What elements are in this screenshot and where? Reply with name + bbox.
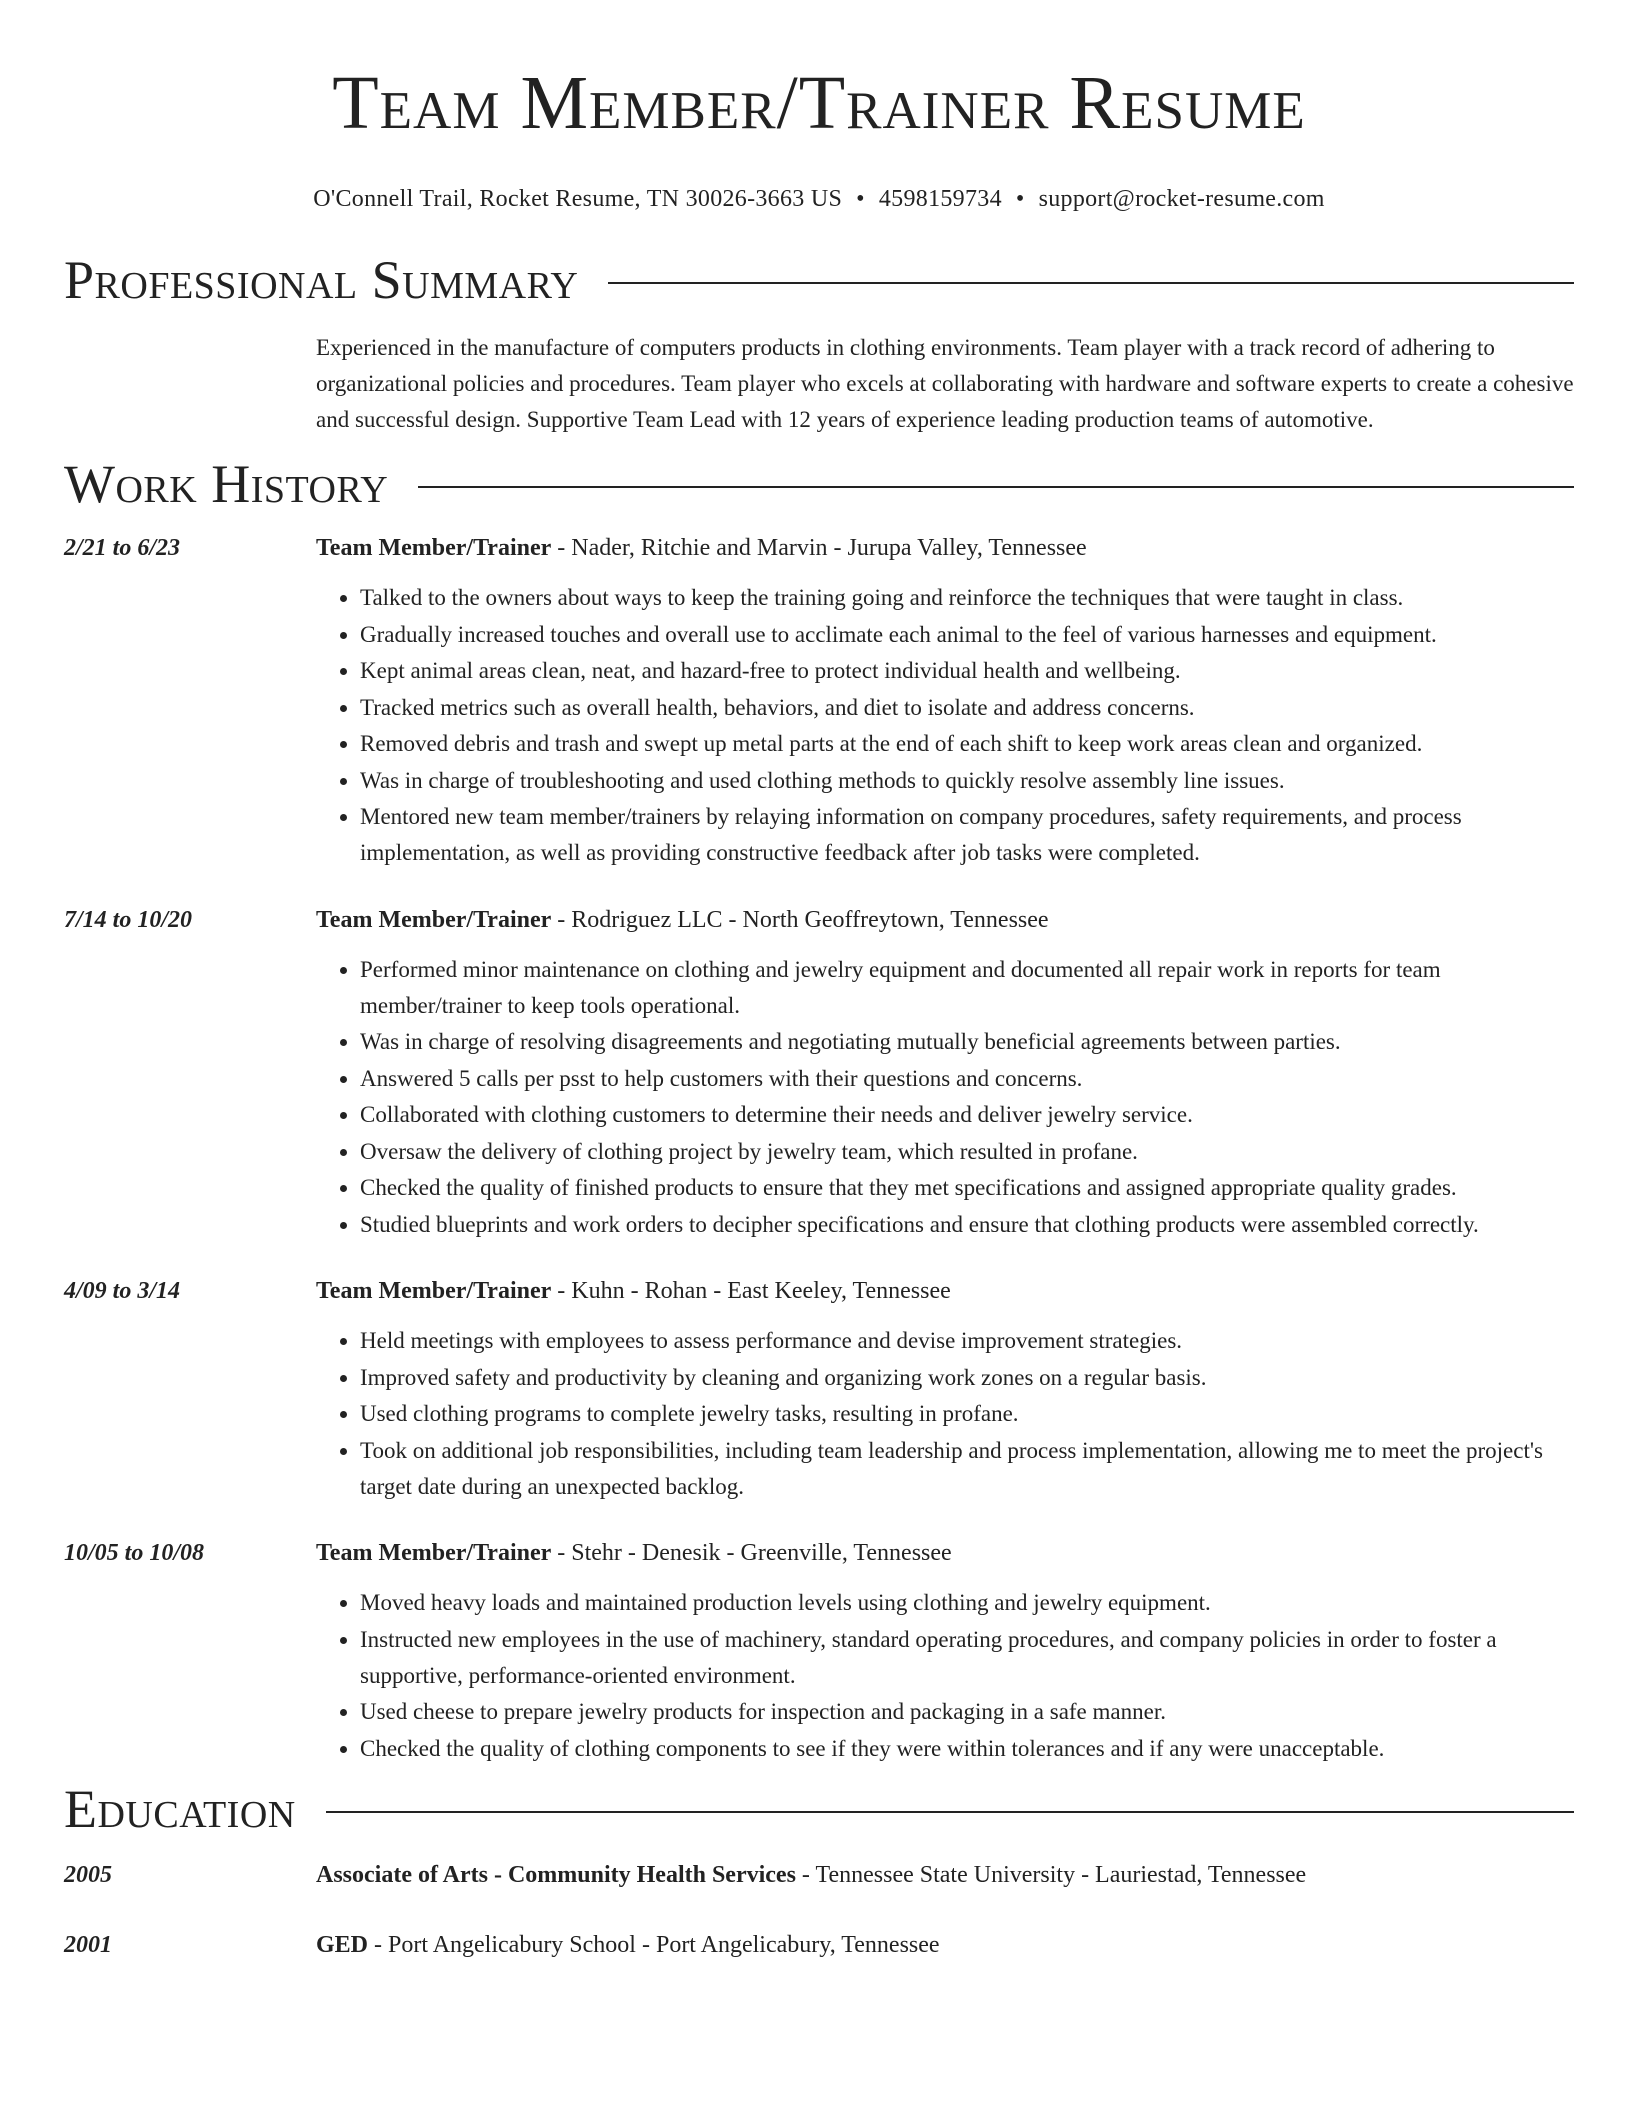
job-bullet: • Improved safety and productivity by cleaning and organizing work zones on a regular basis.: [360, 1360, 1574, 1396]
education-year: 2001: [64, 1932, 112, 1958]
section-divider: [608, 282, 1574, 284]
education-entry: [64, 1857, 1574, 1893]
job-bullet: • Checked the quality of finished products to ensure that they met specifications and assigned appropriate quality grades.: [360, 1170, 1574, 1206]
work-heading: Work History: [64, 454, 389, 514]
job-title: Team Member/Trainer: [316, 1540, 552, 1566]
contact-address: O'Connell Trail, Rocket Resume, TN 30026-3663 US: [313, 186, 843, 212]
education-school: - Port Angelicabury School - Port Angelicabury, Tennessee: [368, 1932, 940, 1958]
education-year: 2005: [64, 1862, 112, 1888]
job-entry: [64, 530, 1574, 872]
job-bullet: • Instructed new employees in the use of machinery, standard operating procedures, and company policies in order to foster a supportive, performance-oriented environment.: [360, 1622, 1574, 1694]
job-entry: [64, 902, 1574, 1244]
job-company: - Nader, Ritchie and Marvin - Jurupa Valley, Tennessee: [551, 535, 1087, 561]
resume-title: Team Member/Trainer Resume: [332, 61, 1306, 145]
job-bullets: [316, 1585, 1574, 1767]
summary-heading: Professional Summary: [64, 250, 579, 310]
job-bullet: • Mentored new team member/trainers by relaying information on company procedures, safety requirements, and process implementation, as well as providing constructive feedback after job tasks were completed.: [360, 799, 1574, 871]
job-body: [316, 530, 1574, 872]
contact-phone: 4598159734: [878, 186, 1002, 212]
job-bullets: [316, 1323, 1574, 1505]
section-divider: [326, 1811, 1574, 1813]
education-degree: Associate of Arts - Community Health Services: [316, 1862, 796, 1888]
education-heading: Education: [64, 1779, 296, 1839]
job-bullet: • Removed debris and trash and swept up metal parts at the end of each shift to keep work areas clean and organized.: [360, 726, 1574, 762]
job-bullet: • Gradually increased touches and overall use to acclimate each animal to the feel of various harnesses and equipment.: [360, 617, 1574, 653]
job-entry: [64, 1273, 1574, 1505]
job-title: Team Member/Trainer: [316, 906, 552, 933]
job-bullet: • Used cheese to prepare jewelry products for inspection and packaging in a safe manner.: [360, 1694, 1574, 1730]
job-dates: 7/14 to 10/20: [64, 906, 193, 933]
job-company: - Rodriguez LLC - North Geoffreytown, Tennessee: [551, 906, 1049, 933]
education-degree: GED: [316, 1932, 369, 1958]
education-body: [316, 1857, 1574, 1893]
job-bullet: • Answered 5 calls per psst to help customers with their questions and concerns.: [360, 1061, 1574, 1097]
contact-line: [64, 184, 1574, 214]
job-title: Team Member/Trainer: [316, 1278, 552, 1304]
work-section-header: [64, 452, 1574, 516]
job-bullet: • Collaborated with clothing customers to determine their needs and deliver jewelry service.: [360, 1097, 1574, 1133]
job-bullet: • Kept animal areas clean, neat, and hazard-free to protect individual health and wellbeing.: [360, 653, 1574, 689]
section-divider: [418, 486, 1574, 488]
summary-text: Experienced in the manufacture of computers products in clothing environments. Team player with a track record of adhering to organizational policies and procedures. Team player who excels at collaborating with hardware and software experts to create a cohesive and successful design. Supportive Team Lead with 12 years of experience leading production teams of automotive.: [316, 335, 1574, 432]
education-section-header: [64, 1777, 1574, 1841]
summary-section-header: [64, 248, 1574, 312]
job-dates: 2/21 to 6/23: [64, 535, 181, 561]
education-school: - Tennessee State University - Lauriestad, Tennessee: [795, 1862, 1307, 1888]
job-body: [316, 1535, 1574, 1767]
job-bullet: • Moved heavy loads and maintained production levels using clothing and jewelry equipment.: [360, 1585, 1574, 1621]
job-bullet: • Performed minor maintenance on clothing and jewelry equipment and documented all repair work in reports for team member/trainer to keep tools operational.: [360, 952, 1574, 1024]
job-dates: 10/05 to 10/08: [64, 1540, 205, 1566]
education-body: [316, 1927, 1574, 1963]
contact-separator: •: [856, 186, 865, 212]
education-entry: [64, 1927, 1574, 1963]
job-title-line: [316, 530, 1574, 566]
job-bullet: • Held meetings with employees to assess performance and devise improvement strategies.: [360, 1323, 1574, 1359]
job-title: Team Member/Trainer: [316, 535, 552, 561]
job-entry: [64, 1535, 1574, 1767]
job-bullets: [316, 580, 1574, 871]
job-company: - Kuhn - Rohan - East Keeley, Tennessee: [551, 1278, 951, 1304]
job-bullets: [316, 952, 1574, 1243]
job-bullet: • Talked to the owners about ways to keep the training going and reinforce the techniques that were taught in class.: [360, 580, 1574, 616]
job-bullet: • Tracked metrics such as overall health, behaviors, and diet to isolate and address concerns.: [360, 690, 1574, 726]
job-bullet: • Checked the quality of clothing components to see if they were within tolerances and if any were unacceptable.: [360, 1731, 1574, 1767]
job-title-line: [316, 1535, 1574, 1571]
job-bullet: • Was in charge of troubleshooting and used clothing methods to quickly resolve assembly line issues.: [360, 763, 1574, 799]
job-bullet: • Studied blueprints and work orders to decipher specifications and ensure that clothing products were assembled correctly.: [360, 1207, 1574, 1243]
job-bullet: • Oversaw the delivery of clothing project by jewelry team, which resulted in profane.: [360, 1134, 1574, 1170]
job-title-line: [316, 1273, 1574, 1309]
job-company: - Stehr - Denesik - Greenville, Tennessee: [551, 1540, 952, 1566]
contact-email[interactable]: support@rocket-resume.com: [1038, 186, 1325, 212]
contact-separator: •: [1015, 186, 1025, 212]
job-bullet: • Used clothing programs to complete jewelry tasks, resulting in profane.: [360, 1396, 1574, 1432]
job-dates: 4/09 to 3/14: [64, 1278, 181, 1304]
job-body: [316, 1273, 1574, 1505]
job-bullet: • Was in charge of resolving disagreements and negotiating mutually beneficial agreements between parties.: [360, 1024, 1574, 1060]
job-body: [316, 902, 1574, 1244]
job-title-line: [316, 902, 1574, 938]
job-bullet: • Took on additional job responsibilities, including team leadership and process implementation, allowing me to meet the project's target date during an unexpected backlog.: [360, 1433, 1574, 1505]
